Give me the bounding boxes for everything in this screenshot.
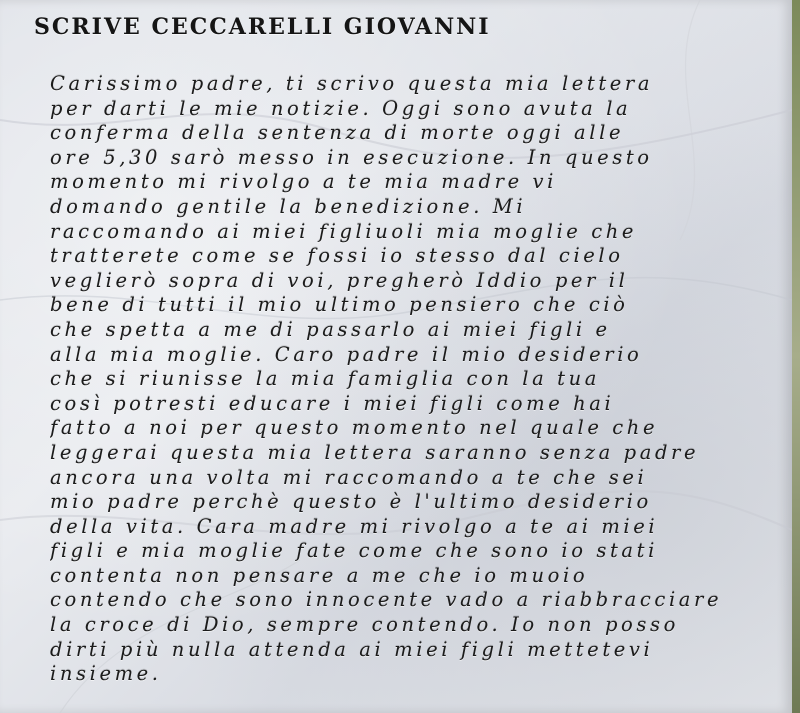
letter-line: veglierò sopra di voi, pregherò Iddio per il [50,268,629,292]
letter-line: raccomando ai miei figliuoli mia moglie che [50,219,638,243]
letter-line: insieme. [50,662,162,686]
letter-line: momento mi rivolgo a te mia madre vi [50,170,557,194]
letter-line: leggerai questa mia lettera saranno senza padre [50,440,700,464]
letter-line: domando gentile la benedizione. Mi [50,194,527,218]
letter-line: per darti le mie notizie. Oggi sono avuta la [50,96,632,120]
letter-line: che si riunisse la mia famiglia con la tua [50,367,600,391]
letter-line: così potresti educare i miei figli come hai [50,391,615,415]
letter-line: della vita. Cara madre mi rivolgo a te ai miei [50,514,659,538]
letter-text [50,72,750,687]
letter-line: la croce di Dio, sempre contendo. Io non posso [50,613,679,637]
letter-line: bene di tutti il mio ultimo pensiero che ciò [50,293,629,317]
letter-line: alla mia moglie. Caro padre il mio desiderio [50,342,643,366]
letter-line: fatto a noi per questo momento nel quale che [50,416,659,440]
letter-line: mio padre perchè questo è l'ultimo desiderio [50,490,652,514]
letter-line: ancora una volta mi raccomando a te che sei [50,465,648,489]
letter-line: conferma della sentenza di morte oggi alle [50,121,625,145]
plaque-heading: SCRIVE CECCARELLI GIOVANNI [34,14,491,40]
background-foliage [792,0,800,713]
letter-line: ore 5,30 sarò messo in esecuzione. In questo [50,145,653,169]
letter-line: Carissimo padre, ti scrivo questa mia lettera [50,72,654,95]
letter-line: contenta non pensare a me che io muoio [50,563,589,587]
letter-line: contendo che sono innocente vado a riabbracciare [50,588,723,612]
letter-line: che spetta a me di passarlo ai miei figli e [50,317,611,341]
letter-line: dirti più nulla attenda ai miei figli mettetevi [50,637,654,661]
letter-line: figli e mia moglie fate come che sono io stati [50,539,658,563]
letter-line: tratterete come se fossi io stesso dal cielo [50,244,624,268]
